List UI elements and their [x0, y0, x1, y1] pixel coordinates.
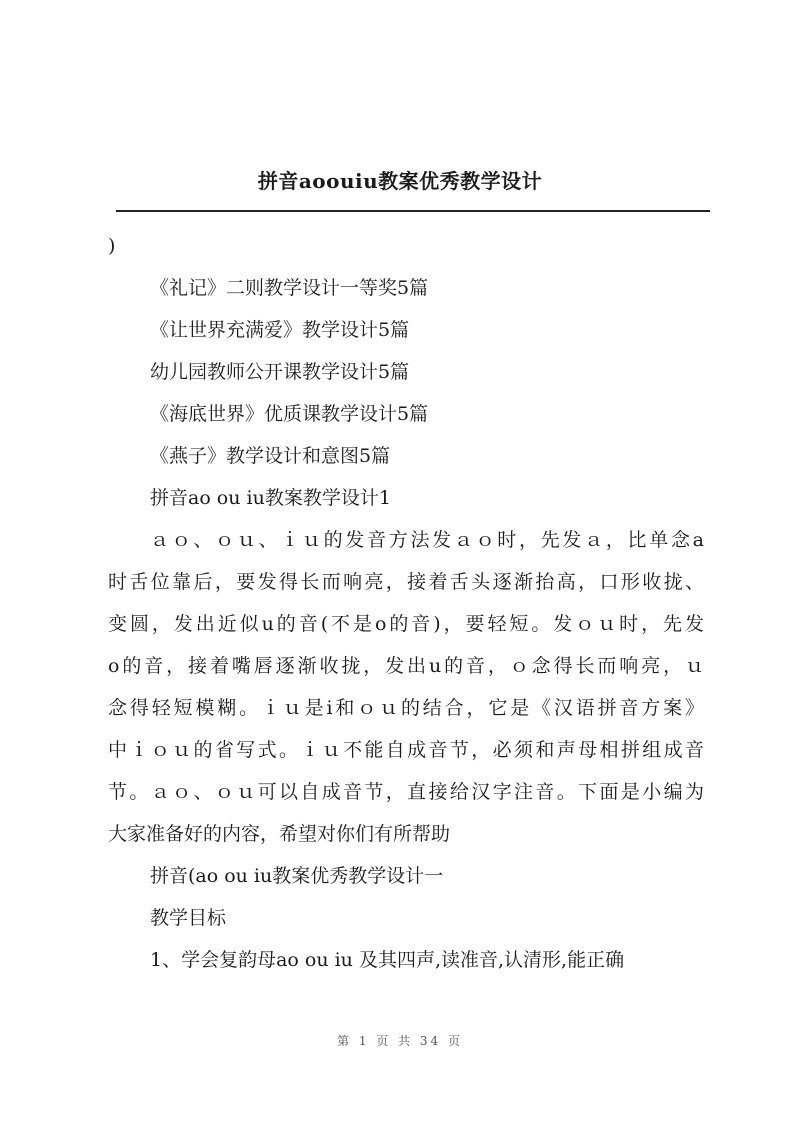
text-line: 节。ａｏ、ｏｕ可以自成音节，直接给汉字注音。下面是小编为	[108, 781, 704, 803]
text-line: 大家准备好的内容，希望对你们有所帮助	[108, 823, 451, 845]
text-line: 变圆，发出近似u的音(不是o的音)，要轻短。发ｏｕ时，先发	[108, 613, 704, 635]
document-title: 拼音aoouiu教案优秀教学设计	[257, 169, 543, 193]
page-number: 第 1 页 共 34 页	[337, 1034, 463, 1048]
text-line: 1、学会复韵母ao ou iu 及其四声,读准音,认清形,能正确	[150, 949, 625, 971]
text-line: 拼音ao ou iu教案教学设计1	[150, 487, 391, 509]
text-line: 《海底世界》优质课教学设计5篇	[150, 403, 429, 425]
text-line: 《让世界充满爱》教学设计5篇	[150, 319, 410, 341]
text-line: )	[108, 235, 116, 257]
text-line: ａｏ、ｏｕ、ｉｕ的发音方法发ａｏ时，先发ａ，比单念a	[150, 529, 704, 551]
text-line: o的音，接着嘴唇逐渐收拢，发出u的音，ｏ念得长而响亮，ｕ	[108, 655, 704, 677]
text-line: 《礼记》二则教学设计一等奖5篇	[150, 277, 429, 299]
title-divider	[116, 210, 710, 212]
text-line: 幼儿园教师公开课教学设计5篇	[150, 361, 410, 383]
text-line: 《燕子》教学设计和意图5篇	[150, 445, 391, 467]
section-heading: 教学目标	[150, 907, 227, 929]
text-line: 念得轻短模糊。ｉｕ是i和ｏｕ的结合，它是《汉语拼音方案》	[108, 697, 704, 719]
section-heading: 拼音(ao ou iu教案优秀教学设计一	[150, 865, 444, 887]
text-line: 时舌位靠后，要发得长而响亮，接着舌头逐渐抬高，口形收拢、	[108, 571, 704, 593]
text-line: 中ｉｏｕ的省写式。ｉｕ不能自成音节，必须和声母相拼组成音	[108, 739, 704, 761]
